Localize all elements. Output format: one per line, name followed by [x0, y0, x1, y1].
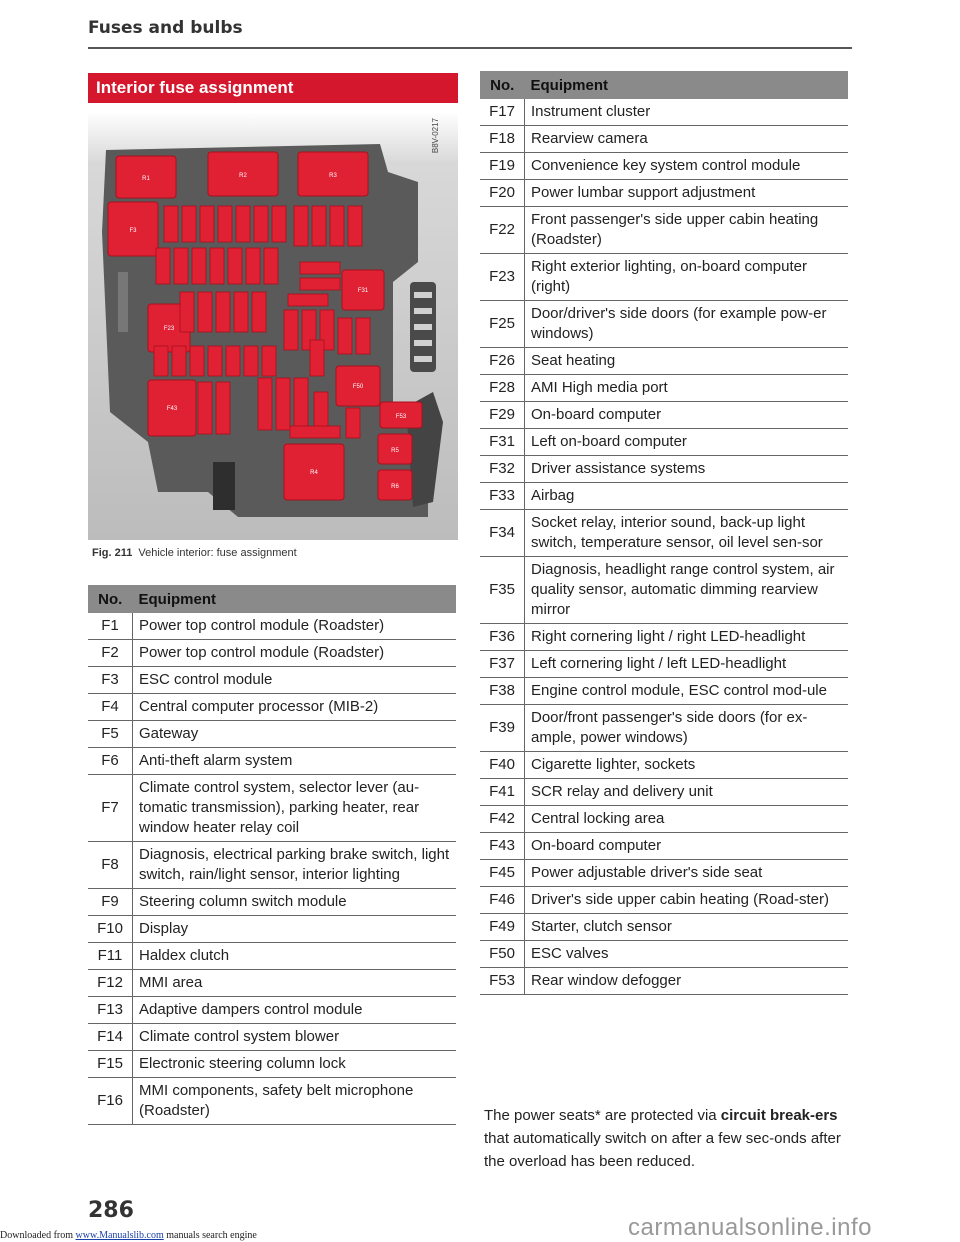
fuse-number: F26 [480, 348, 525, 375]
table-row [480, 968, 848, 995]
figure-number: Fig. 211 [92, 547, 133, 559]
page-number: 286 [88, 1198, 134, 1223]
table-row [88, 667, 456, 694]
table-row [480, 779, 848, 806]
fuse-equipment: Climate control system blower [133, 1024, 457, 1051]
table-row [480, 126, 848, 153]
fuse-equipment: Door/front passenger's side doors (for ex-ample, power windows) [525, 705, 849, 752]
fuse-equipment: AMI High media port [525, 375, 849, 402]
fuse-equipment: Adaptive dampers control module [133, 997, 457, 1024]
fuse-number: F29 [480, 402, 525, 429]
fuse-number: F39 [480, 705, 525, 752]
fuse-equipment: Right exterior lighting, on-board computer (right) [525, 254, 849, 301]
fuse-number: F34 [480, 510, 525, 557]
fuse-equipment: Power adjustable driver's side seat [525, 860, 849, 887]
fuse-number: F38 [480, 678, 525, 705]
fuse-number: F7 [88, 775, 133, 842]
table-row [480, 941, 848, 968]
fuse-equipment: Cigarette lighter, sockets [525, 752, 849, 779]
note-text-bold: circuit break-ers [720, 1107, 838, 1124]
fuse-number: F11 [88, 943, 133, 970]
watermark: carmanualsonline.info [628, 1214, 872, 1241]
connector-slot [213, 462, 235, 510]
fuse-equipment: Rear window defogger [525, 968, 849, 995]
table-row [88, 1078, 456, 1125]
table-row [480, 153, 848, 180]
fuse-number: F35 [480, 557, 525, 624]
table-row [88, 916, 456, 943]
col-header-no: No. [88, 585, 133, 613]
fuse-equipment: Instrument cluster [525, 99, 849, 126]
table-row [88, 842, 456, 889]
running-header: Fuses and bulbs [88, 18, 243, 38]
fuse-equipment: On-board computer [525, 833, 849, 860]
svg-text:R1: R1 [142, 176, 150, 182]
fuse-equipment: Door/driver's side doors (for example pow-er windows) [525, 301, 849, 348]
header-rule [88, 47, 852, 49]
fuse-number: F4 [88, 694, 133, 721]
table-row [480, 99, 848, 126]
svg-text:F23: F23 [163, 326, 175, 332]
fuse-number: F32 [480, 456, 525, 483]
fuse-equipment: Engine control module, ESC control mod-ule [525, 678, 849, 705]
fuse-number: F25 [480, 301, 525, 348]
fuse-number: F40 [480, 752, 525, 779]
table-row [88, 640, 456, 667]
fuse-equipment: SCR relay and delivery unit [525, 779, 849, 806]
fuse-number: F6 [88, 748, 133, 775]
table-row [480, 348, 848, 375]
fuse-equipment: Starter, clutch sensor [525, 914, 849, 941]
fuse-number: F45 [480, 860, 525, 887]
fuse-number: F33 [480, 483, 525, 510]
fuse-number: F41 [480, 779, 525, 806]
note-text-before: The power seats* are protected via [484, 1107, 721, 1124]
fuse-equipment: Steering column switch module [133, 889, 457, 916]
table-row [480, 510, 848, 557]
fuse-number: F42 [480, 806, 525, 833]
col-header-equipment: Equipment [133, 585, 457, 613]
fuse-number: F1 [88, 613, 133, 640]
table-row [480, 624, 848, 651]
table-row [480, 860, 848, 887]
table-row [88, 997, 456, 1024]
fuse-number: F53 [480, 968, 525, 995]
table-row [88, 943, 456, 970]
table-row [480, 557, 848, 624]
fuse-equipment: ESC control module [133, 667, 457, 694]
fuse-equipment: Airbag [525, 483, 849, 510]
table-row [480, 678, 848, 705]
fuse-equipment: On-board computer [525, 402, 849, 429]
fuse-equipment: Left on-board computer [525, 429, 849, 456]
footer-prefix: Downloaded from [0, 1230, 76, 1241]
table-row [480, 651, 848, 678]
fuse-equipment: Convenience key system control module [525, 153, 849, 180]
table-header-row [480, 71, 848, 99]
fuse-equipment: Power top control module (Roadster) [133, 613, 457, 640]
section-title: Interior fuse assignment [88, 73, 458, 103]
download-footer [0, 1230, 257, 1241]
fuse-equipment: Electronic steering column lock [133, 1051, 457, 1078]
svg-text:R3: R3 [329, 173, 337, 179]
table-row [480, 705, 848, 752]
fuse-number: F23 [480, 254, 525, 301]
fuse-number: F36 [480, 624, 525, 651]
fuse-number: F28 [480, 375, 525, 402]
fuse-equipment: Central computer processor (MIB-2) [133, 694, 457, 721]
fuse-number: F20 [480, 180, 525, 207]
fuse-equipment: Power top control module (Roadster) [133, 640, 457, 667]
table-row [88, 889, 456, 916]
fuse-number: F2 [88, 640, 133, 667]
fuse-number: F43 [480, 833, 525, 860]
fuse-number: F12 [88, 970, 133, 997]
fuse-equipment: Socket relay, interior sound, back-up light switch, temperature sensor, oil level sen-sor [525, 510, 849, 557]
fuse-number: F13 [88, 997, 133, 1024]
svg-text:F3: F3 [129, 228, 137, 234]
fuse-table-right [480, 71, 848, 995]
fuse-number: F50 [480, 941, 525, 968]
fuse-number: F10 [88, 916, 133, 943]
fuse-equipment: Climate control system, selector lever (au-tomatic transmission), parking heater, rear window heater relay coil [133, 775, 457, 842]
table-row [480, 429, 848, 456]
table-row [480, 914, 848, 941]
svg-text:R6: R6 [391, 484, 399, 490]
table-row [88, 1051, 456, 1078]
fuse-number: F37 [480, 651, 525, 678]
figure-code: B8V-0217 [431, 118, 440, 154]
fuse-equipment: Diagnosis, electrical parking brake switch, light switch, rain/light sensor, interior lighting [133, 842, 457, 889]
table-row [480, 887, 848, 914]
fuse-number: F31 [480, 429, 525, 456]
table-row [480, 806, 848, 833]
table-row [480, 254, 848, 301]
fuse-diagram [88, 112, 458, 540]
fuse-equipment: Seat heating [525, 348, 849, 375]
fuse-equipment: MMI components, safety belt microphone (Roadster) [133, 1078, 457, 1125]
table-row [480, 375, 848, 402]
fuse-number: F17 [480, 99, 525, 126]
fuse-equipment: Power lumbar support adjustment [525, 180, 849, 207]
fuse-number: F14 [88, 1024, 133, 1051]
svg-text:R2: R2 [239, 173, 247, 179]
fuse-equipment: Rearview camera [525, 126, 849, 153]
figure-caption-text: Vehicle interior: fuse assignment [138, 547, 297, 559]
table-header-row [88, 585, 456, 613]
table-row [480, 301, 848, 348]
fuse-equipment: ESC valves [525, 941, 849, 968]
table-row [88, 748, 456, 775]
table-row [480, 833, 848, 860]
table-row [88, 775, 456, 842]
fuse-equipment: Driver's side upper cabin heating (Road-ster) [525, 887, 849, 914]
fuse-table-left [88, 585, 456, 1125]
fuse-number: F3 [88, 667, 133, 694]
svg-text:R5: R5 [391, 448, 399, 454]
table-row [480, 180, 848, 207]
figure-caption [92, 547, 297, 559]
fuse-equipment: Haldex clutch [133, 943, 457, 970]
table-row [480, 402, 848, 429]
fuse-number: F9 [88, 889, 133, 916]
fuse-number: F49 [480, 914, 525, 941]
circuit-breaker-note [484, 1104, 854, 1173]
table-row [480, 752, 848, 779]
fuse-number: F5 [88, 721, 133, 748]
fuse-equipment: Right cornering light / right LED-headlight [525, 624, 849, 651]
table-row [88, 721, 456, 748]
fuse-number: F22 [480, 207, 525, 254]
svg-text:F50: F50 [352, 384, 364, 390]
fuse-equipment: Front passenger's side upper cabin heating (Roadster) [525, 207, 849, 254]
table-row [88, 970, 456, 997]
svg-text:R4: R4 [310, 470, 318, 476]
fuse-number: F16 [88, 1078, 133, 1125]
col-header-equipment: Equipment [525, 71, 849, 99]
note-text-after: that automatically switch on after a few sec-onds after the overload has been reduced. [484, 1130, 841, 1170]
svg-text:F53: F53 [395, 414, 407, 420]
fuse-equipment: Left cornering light / left LED-headlight [525, 651, 849, 678]
table-row [88, 694, 456, 721]
footer-suffix: manuals search engine [163, 1230, 257, 1241]
fuse-equipment: Gateway [133, 721, 457, 748]
fuse-number: F8 [88, 842, 133, 889]
table-row [88, 613, 456, 640]
fuse-number: F15 [88, 1051, 133, 1078]
svg-text:F31: F31 [357, 288, 369, 294]
fuse-equipment: MMI area [133, 970, 457, 997]
table-row [480, 456, 848, 483]
fuse-equipment: Diagnosis, headlight range control system, air quality sensor, automatic dimming rearview mirror [525, 557, 849, 624]
manualslib-link[interactable]: www.Manualslib.com [75, 1230, 164, 1241]
fuse-number: F18 [480, 126, 525, 153]
fuse-number: F46 [480, 887, 525, 914]
col-header-no: No. [480, 71, 525, 99]
fuse-number: F19 [480, 153, 525, 180]
table-row [480, 483, 848, 510]
fuse-equipment: Display [133, 916, 457, 943]
table-row [88, 1024, 456, 1051]
fuse-diagram-svg [88, 112, 458, 540]
fuse-equipment: Central locking area [525, 806, 849, 833]
fuse-equipment: Driver assistance systems [525, 456, 849, 483]
svg-text:F43: F43 [166, 406, 178, 412]
fuse-equipment: Anti-theft alarm system [133, 748, 457, 775]
table-row [480, 207, 848, 254]
